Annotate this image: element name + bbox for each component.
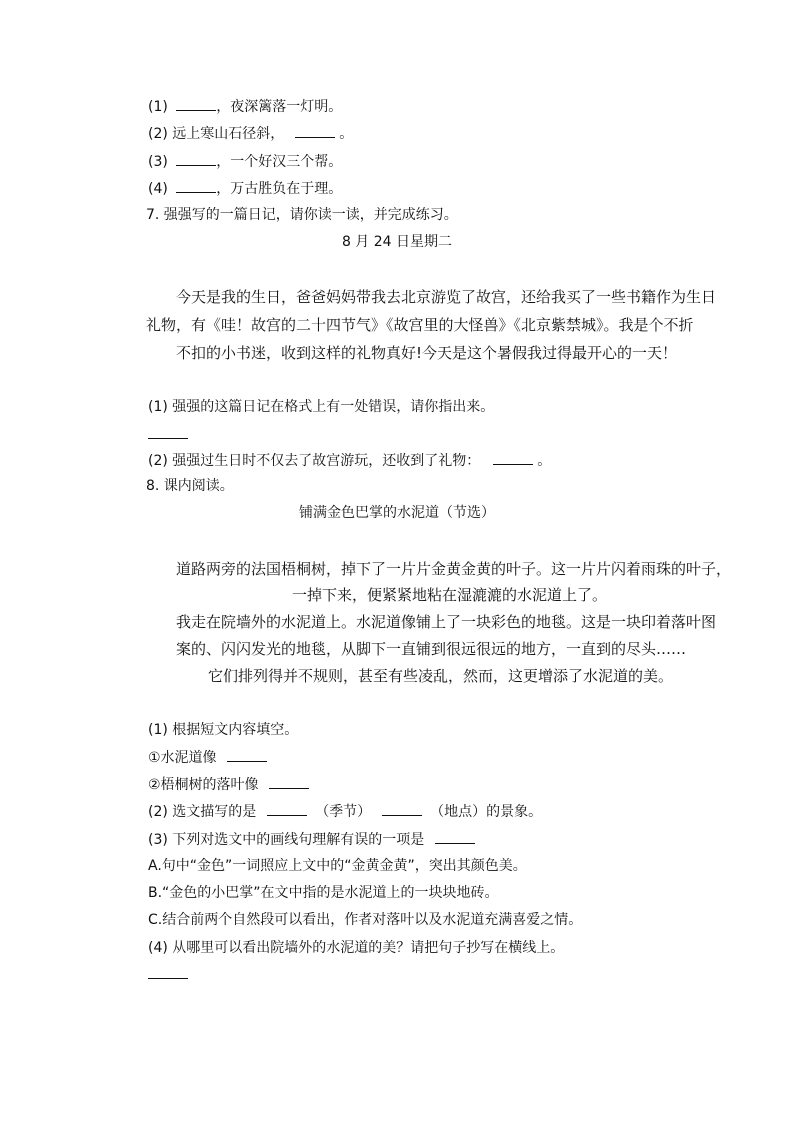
item-text: ，万古胜负在于理。 xyxy=(216,181,343,197)
diary-line-2: 礼物，有《哇！故宫的二十四节气》《故宫里的大怪兽》《北京紫禁城》。我是个不折 xyxy=(146,316,694,334)
item-number: (3) xyxy=(148,154,168,170)
answer-blank[interactable] xyxy=(176,96,216,111)
answer-blank[interactable] xyxy=(176,151,216,166)
question-text: （地点）的景象。 xyxy=(430,804,543,820)
answer-blank[interactable] xyxy=(493,450,533,465)
item-number: (2) xyxy=(148,126,168,142)
question-text: (2) 强强过生日时不仅去了故宫游玩，还收到了礼物： xyxy=(148,453,481,469)
question-text: (2) 选文描写的是 xyxy=(148,804,257,820)
q8-q4-answer-line[interactable] xyxy=(148,964,188,985)
passage-title: 铺满金色巴掌的水泥道（节选） xyxy=(299,505,495,521)
q6-item-1 xyxy=(148,96,342,117)
question-text: (3) 下列对选文中的画线句理解有误的一项是 xyxy=(148,832,425,848)
q7-header: 7. 强强写的一篇日记，请你读一读，并完成练习。 xyxy=(146,207,458,223)
q6-item-3 xyxy=(148,151,342,172)
option-b[interactable]: B.“金色的小巴掌”在文中指的是水泥道上的一块块地砖。 xyxy=(148,885,499,901)
passage-line-5: 它们排列得并不规则，甚至有些凌乱，然而，这更增添了水泥道的美。 xyxy=(208,667,674,685)
item-text: 远上寒山石径斜， xyxy=(172,126,285,142)
q7-question-2 xyxy=(148,450,551,471)
question-text-end: 。 xyxy=(537,453,552,469)
option-c[interactable]: C.结合前两个自然段可以看出，作者对落叶以及水泥道充满喜爱之情。 xyxy=(148,912,583,928)
answer-blank[interactable] xyxy=(435,829,475,844)
item-text-end: 。 xyxy=(339,126,354,142)
q8-question-1b xyxy=(148,774,309,795)
answer-blank[interactable] xyxy=(269,774,309,789)
passage-line-2: 一掉下来，便紧紧地粘在湿漉漉的水泥道上了。 xyxy=(292,586,608,604)
answer-blank[interactable] xyxy=(227,747,267,762)
q8-question-1a xyxy=(148,747,267,768)
diary-line-3: 不扣的小书迷，收到这样的礼物真好!今天是这个暑假我过得最开心的一天！ xyxy=(176,344,678,362)
q8-question-2 xyxy=(148,801,542,822)
q8-question-1: (1) 根据短文内容填空。 xyxy=(148,722,299,738)
answer-blank[interactable] xyxy=(176,178,216,193)
q7-question-1: (1) 强强的这篇日记在格式上有一处错误，请你指出来。 xyxy=(148,399,495,415)
answer-blank-season[interactable] xyxy=(267,801,307,816)
option-a[interactable]: A.句中“金色”一词照应上文中的“金黄金黄”，突出其颜色美。 xyxy=(148,858,527,874)
q6-item-4 xyxy=(148,178,342,199)
answer-blank[interactable] xyxy=(295,123,335,138)
q7-q1-answer-line[interactable] xyxy=(148,424,188,445)
q8-question-4: (4) 从哪里可以看出院墙外的水泥道的美？请把句子抄写在横线上。 xyxy=(148,940,565,956)
item-number: (1) xyxy=(148,99,168,115)
question-text: （季节） xyxy=(315,804,372,820)
item-text: ，一个好汉三个帮。 xyxy=(216,154,343,170)
question-text: ②梧桐树的落叶像 xyxy=(148,777,259,793)
q8-question-3 xyxy=(148,829,475,850)
passage-line-1: 道路两旁的法国梧桐树，掉下了一片片金黄金黄的叶子。这一片片闪着雨珠的叶子， xyxy=(176,560,732,578)
q8-header: 8. 课内阅读。 xyxy=(146,478,234,494)
answer-blank[interactable] xyxy=(148,424,188,439)
question-text: ①水泥道像 xyxy=(148,750,217,766)
diary-date: 8 月 24 日星期二 xyxy=(341,234,453,250)
answer-blank[interactable] xyxy=(148,964,188,979)
diary-line-1: 今天是我的生日，爸爸妈妈带我去北京游览了故宫，还给我买了一些书籍作为生日 xyxy=(176,288,717,306)
passage-line-3: 我走在院墙外的水泥道上。水泥道像铺上了一块彩色的地毯。这是一块印着落叶图 xyxy=(176,613,717,631)
item-number: (4) xyxy=(148,181,168,197)
item-text: ，夜深篱落一灯明。 xyxy=(216,99,343,115)
answer-blank-place[interactable] xyxy=(382,801,422,816)
passage-line-4: 案的、闪闪发光的地毯，从脚下一直铺到很远很远的地方，一直到的尽头…… xyxy=(176,640,687,658)
q6-item-2 xyxy=(148,123,353,144)
